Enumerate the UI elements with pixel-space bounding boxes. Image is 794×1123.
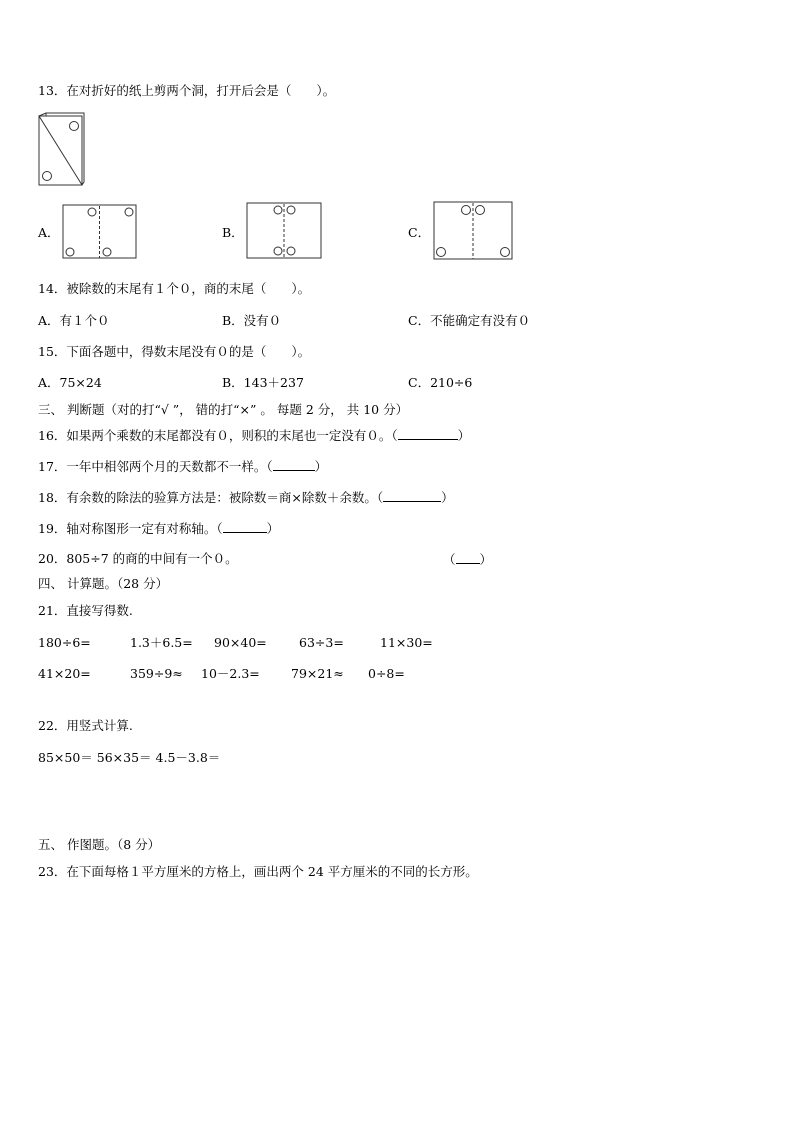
q13-stem: 13．在对折好的纸上剪两个洞，打开后会是（ ）。 xyxy=(38,83,336,98)
q18-close: ） xyxy=(441,490,454,505)
q18 xyxy=(38,489,454,506)
q23-stem: 23．在下面每格１平方厘米的方格上，画出两个 24 平方厘米的不同的长方形。 xyxy=(38,864,478,879)
q14-option-b[interactable]: B．没有０ xyxy=(222,313,282,328)
q16-text: 16．如果两个乘数的末尾都没有０，则积的末尾也一定没有０。（ xyxy=(38,428,398,443)
q21-row2-item-1: 41×20= xyxy=(38,666,91,681)
q15-stem: 15．下面各题中，得数末尾没有０的是（ ）。 xyxy=(38,344,311,359)
q14-stem: 14．被除数的末尾有１个０，商的末尾（ ）。 xyxy=(38,281,311,296)
q21-row1-item-5: 11×30= xyxy=(380,635,433,650)
q15-option-a[interactable]: A．75×24 xyxy=(38,375,102,390)
q16-close: ） xyxy=(457,428,471,443)
q17 xyxy=(38,458,327,475)
q19-answer-blank[interactable] xyxy=(223,520,267,533)
option-c-figure[interactable] xyxy=(433,201,514,261)
q14-option-a[interactable]: A．有１个０ xyxy=(38,313,110,328)
q21-row1-item-3: 90×40= xyxy=(214,635,267,650)
q21-row1-item-2: 1.3＋6.5= xyxy=(130,635,193,650)
section-5-title: 五、 作图题。（8 分） xyxy=(38,837,161,852)
q15-option-c[interactable]: C．210÷6 xyxy=(408,375,473,390)
q17-close: ） xyxy=(314,459,328,474)
q13-option-c-label[interactable]: C． xyxy=(408,225,431,240)
q15-option-b[interactable]: B．143＋237 xyxy=(222,375,304,390)
q21-row1-item-1: 180÷6= xyxy=(38,635,91,650)
q21-stem: 21．直接写得数. xyxy=(38,603,133,618)
q20-answer-blank[interactable] xyxy=(456,551,480,564)
q20-text: 20．805÷7 的商的中间有一个０。 xyxy=(38,551,238,566)
q17-text: 17．一年中相邻两个月的天数都不一样。（ xyxy=(38,459,273,474)
q16 xyxy=(38,427,470,444)
q19-text: 19．轴对称图形一定有对称轴。（ xyxy=(38,521,223,536)
q17-answer-blank[interactable] xyxy=(273,458,315,471)
section-4-title: 四、 计算题。（28 分） xyxy=(38,576,169,591)
q20-open: （ xyxy=(443,552,456,567)
q21-row1-item-4: 63÷3= xyxy=(299,635,344,650)
q20-close: ） xyxy=(479,552,493,567)
q13-option-a-label[interactable]: A． xyxy=(38,225,60,240)
q21-row2-item-2: 359÷9≈ xyxy=(130,666,183,681)
q18-answer-blank[interactable] xyxy=(383,489,441,502)
q21-row2-item-5: 0÷8= xyxy=(368,666,405,681)
q14-option-c[interactable]: C．不能确定有没有０ xyxy=(408,313,531,328)
q22-items: 85×50＝ 56×35＝ 4.5－3.8＝ xyxy=(38,750,221,765)
q21-row2-item-3: 10－2.3= xyxy=(201,666,260,681)
q22-stem: 22．用竖式计算. xyxy=(38,718,133,733)
q18-text: 18．有余数的除法的验算方法是：被除数＝商×除数＋余数。（ xyxy=(38,490,384,505)
option-a-figure[interactable] xyxy=(62,204,138,260)
q13-option-b-label[interactable]: B． xyxy=(222,225,244,240)
q19-close: ） xyxy=(266,521,280,536)
q20-answer xyxy=(443,551,492,568)
q19 xyxy=(38,520,279,537)
q21-row2-item-4: 79×21≈ xyxy=(291,666,344,681)
section-3-title: 三、 判断题（对的打“√ ”， 错的打“×” 。 每题 2 分， 共 10 分） xyxy=(38,402,409,417)
q16-answer-blank[interactable] xyxy=(398,427,458,440)
option-b-figure[interactable] xyxy=(246,202,323,260)
folded-paper-figure xyxy=(38,112,88,188)
